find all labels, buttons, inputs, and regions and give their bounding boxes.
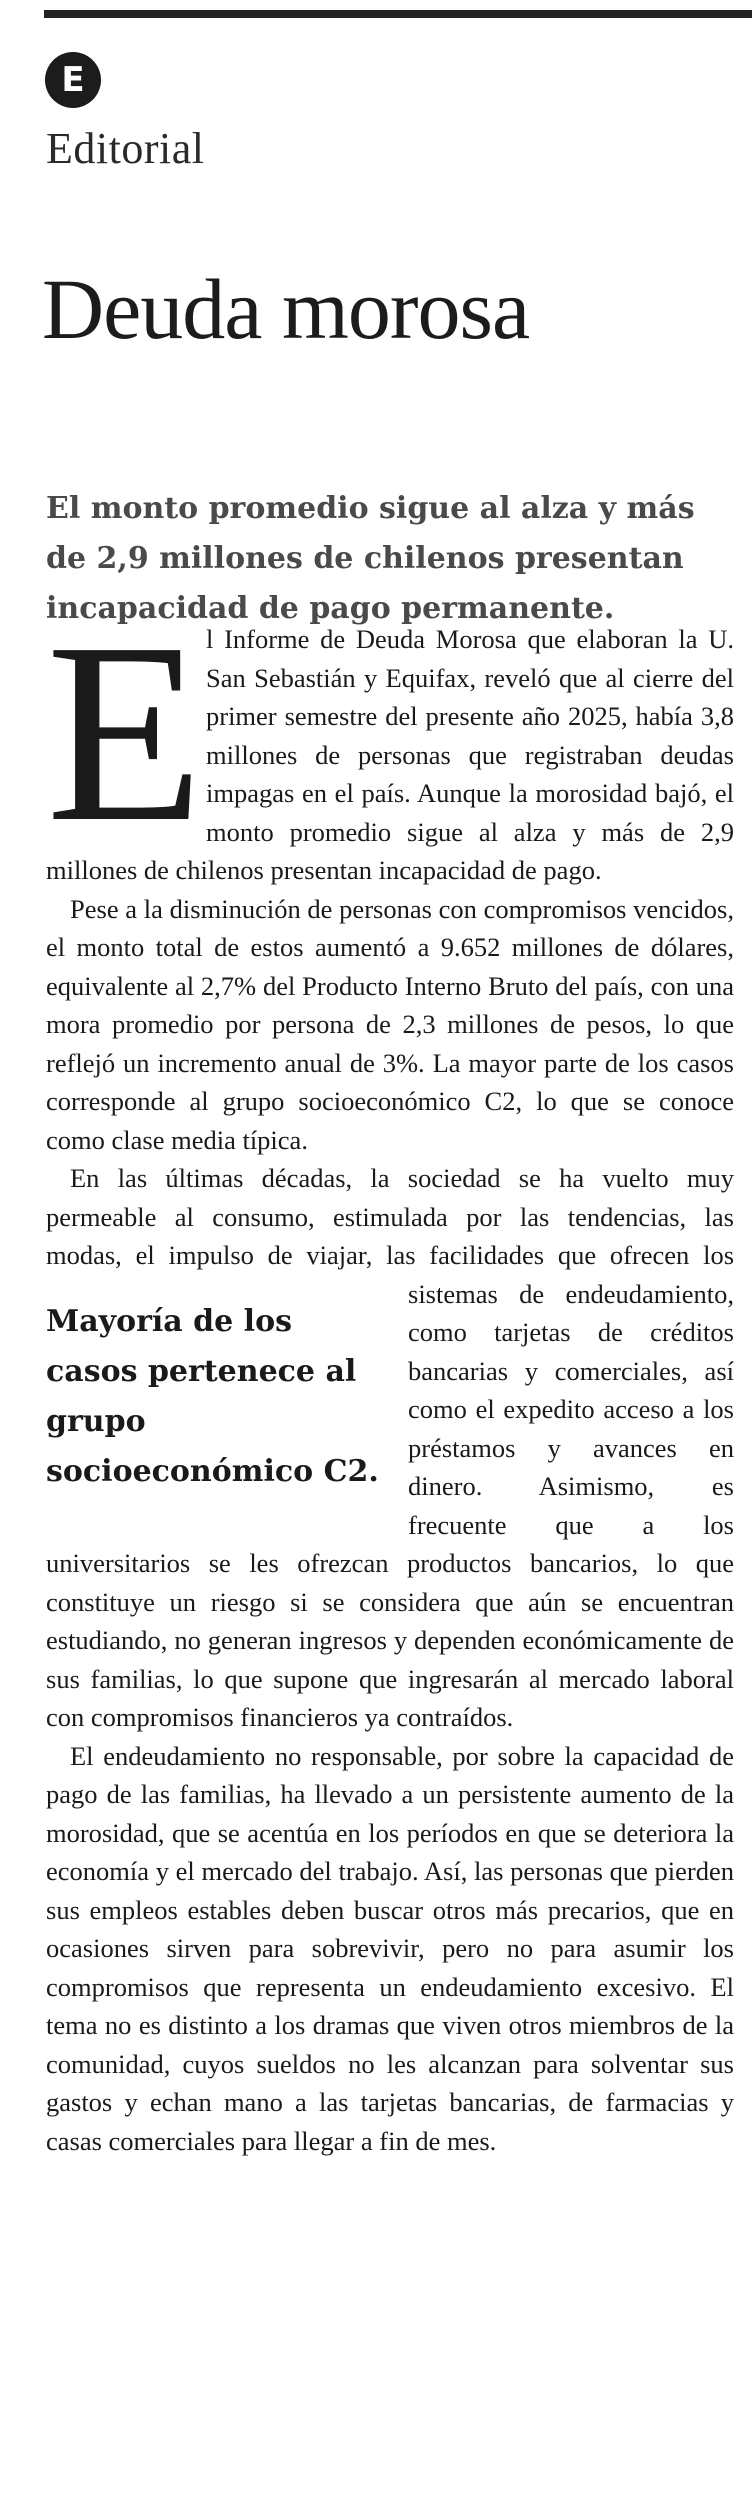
pullquote: Mayoría de los casos pertenece al grupo socioeconómico C2. <box>46 1303 379 1489</box>
paragraph-3-text-b: que ofrecen los sistemas de endeudamiento, como tarjetas de créditos bancarias y comerciales, así como el expedito acceso a los préstamos y avances en dinero. Asimismo, es frecuente que a los universitarios se les ofrezcan productos bancarios, lo que constituye un riesgo si se considera que aún se encuentran estudiando, no generan ingresos y dependen económicamente de sus familias, lo que supone que ingresarán al mercado laboral con compromisos financieros ya contraídos. <box>46 1240 735 1732</box>
drop-cap: E <box>46 589 204 875</box>
paragraph-2: Pese a la disminución de personas con compromisos vencidos, el monto total de estos aumentó a 9.652 millones de dólares, equivalente al 2,7% del Producto Interno Bruto del país, con una mora promedio por persona de 2,3 millones de pesos, lo que reflejó un incremento anual de 3%. La mayor parte de los casos corresponde al grupo socioeconómico C2, lo que se conoce como clase media típica. <box>46 893 734 1155</box>
paragraph-3 <box>46 1159 734 1737</box>
deck-subheadline: El monto promedio sigue al alza y más de 2,9 millones de chilenos presentan incapacidad de pago permanente. <box>46 491 695 626</box>
section-badge-letter: E <box>61 60 85 100</box>
paragraph-1 <box>46 589 734 890</box>
headline: Deuda morosa <box>42 261 530 357</box>
article-body <box>46 589 735 2160</box>
section-label: Editorial <box>46 124 205 173</box>
paragraph-4: El endeudamiento no responsable, por sobre la capacidad de pago de las familias, ha llevado a un persistente aumento de la morosidad, que se acentúa en los períodos en que se deteriora la economía y el mercado del trabajo. Así, las personas que pierden sus empleos estables deben buscar otros más precarios, que en ocasiones sirven para sobrevivir, pero no para asumir los compromisos que representa un endeudamiento excesivo. El tema no es distinto a los dramas que viven otros miembros de la comunidad, cuyos sueldos no les alcanzan para solventar sus gastos y echan mano a las tarjetas bancarias, de farmacias y casas comerciales para llegar a fin de mes. <box>46 1740 734 2156</box>
paragraph-3-text-a: En las últimas décadas, la sociedad se ha vuelto muy permeable al consumo, estimulada por las tendencias, las modas, el impulso de viajar, las facilidades <box>46 1163 734 1270</box>
section-badge-icon <box>45 52 101 108</box>
paragraph-1-text: l Informe de Deuda Morosa que elaboran la U. San Sebastián y Equifax, reveló que al cierre del primer semestre del presente año 2025, había 3,8 millones de personas que registraban deudas impagas en el país. Aunque la morosidad bajó, el monto promedio sigue al alza y más de 2,9 millones de chilenos presentan incapacidad de pago. <box>46 624 734 885</box>
top-rule <box>44 10 752 18</box>
